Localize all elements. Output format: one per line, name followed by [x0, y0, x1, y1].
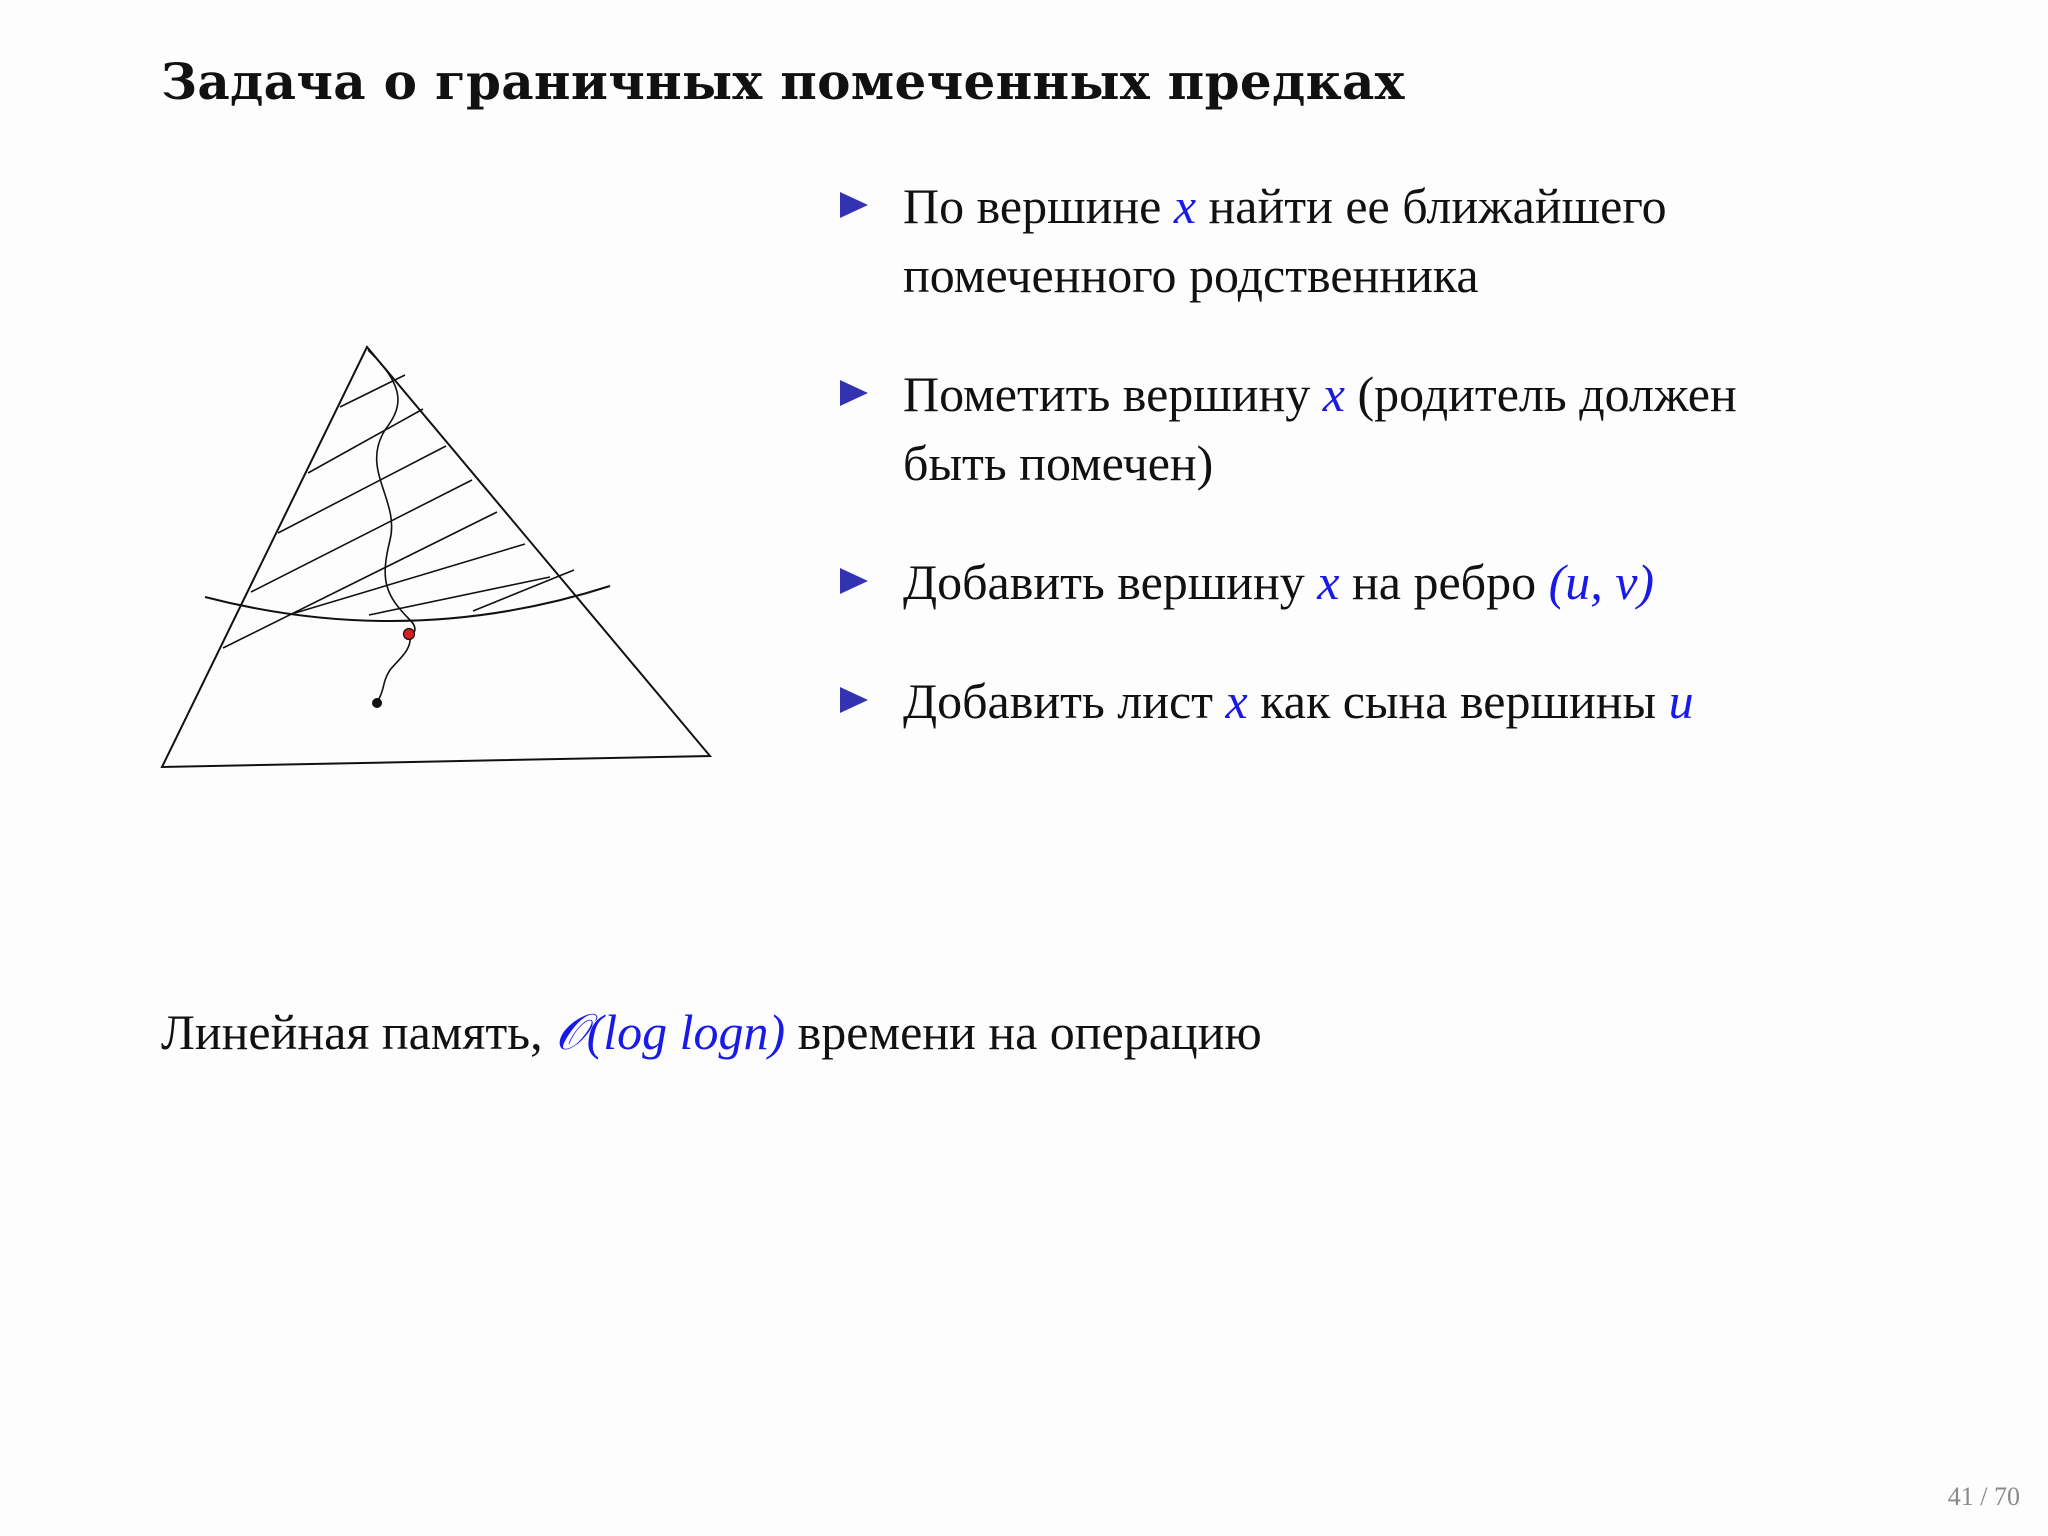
slide-title: Задача о граничных помеченных предках	[161, 52, 1405, 111]
boundary-arc	[205, 586, 610, 621]
bullet-marker-icon	[840, 192, 868, 218]
bullet-marker-icon	[840, 568, 868, 594]
bullet-marker-icon	[840, 380, 868, 406]
bullet-add-leaf	[840, 667, 1840, 736]
operations-list	[840, 172, 1840, 736]
bullet-text: Добавить вершину	[903, 554, 1318, 610]
math-var: x	[1173, 178, 1197, 234]
bullet-text: на ребро	[1339, 554, 1549, 610]
query-node	[372, 698, 382, 708]
query-path	[377, 636, 410, 702]
math-var: x	[1322, 366, 1345, 422]
complexity-formula: 𝒪(log logn)	[555, 1004, 786, 1060]
tree-triangle	[162, 347, 710, 767]
bullet-marker-icon	[840, 687, 868, 713]
bullet-text: Пометить вершину	[903, 366, 1323, 422]
complexity-summary	[161, 998, 1262, 1067]
bullet-mark-node	[840, 360, 1840, 498]
bullet-text: как сына вершины	[1247, 673, 1669, 729]
math-var: x	[1317, 554, 1340, 610]
summary-text: времени на операцию	[785, 1004, 1262, 1060]
tree-diagram	[150, 330, 730, 790]
bullet-find-marked	[840, 172, 1840, 310]
ancestor-path	[368, 350, 415, 636]
bullet-text: Добавить лист	[903, 673, 1226, 729]
math-edge: (u, v)	[1548, 554, 1655, 610]
marked-ancestor-node	[404, 629, 415, 640]
bullet-text: найти ее ближайшего помеченного родственника	[903, 178, 1667, 303]
bullet-add-on-edge	[840, 548, 1840, 617]
bullet-text: (родитель должен быть помечен)	[903, 366, 1737, 491]
bullet-text: По вершине	[903, 178, 1174, 234]
math-var: u	[1668, 673, 1694, 729]
page-number: 41 / 70	[1947, 1482, 2020, 1511]
summary-text: Линейная память,	[161, 1004, 556, 1060]
math-var: x	[1225, 673, 1248, 729]
